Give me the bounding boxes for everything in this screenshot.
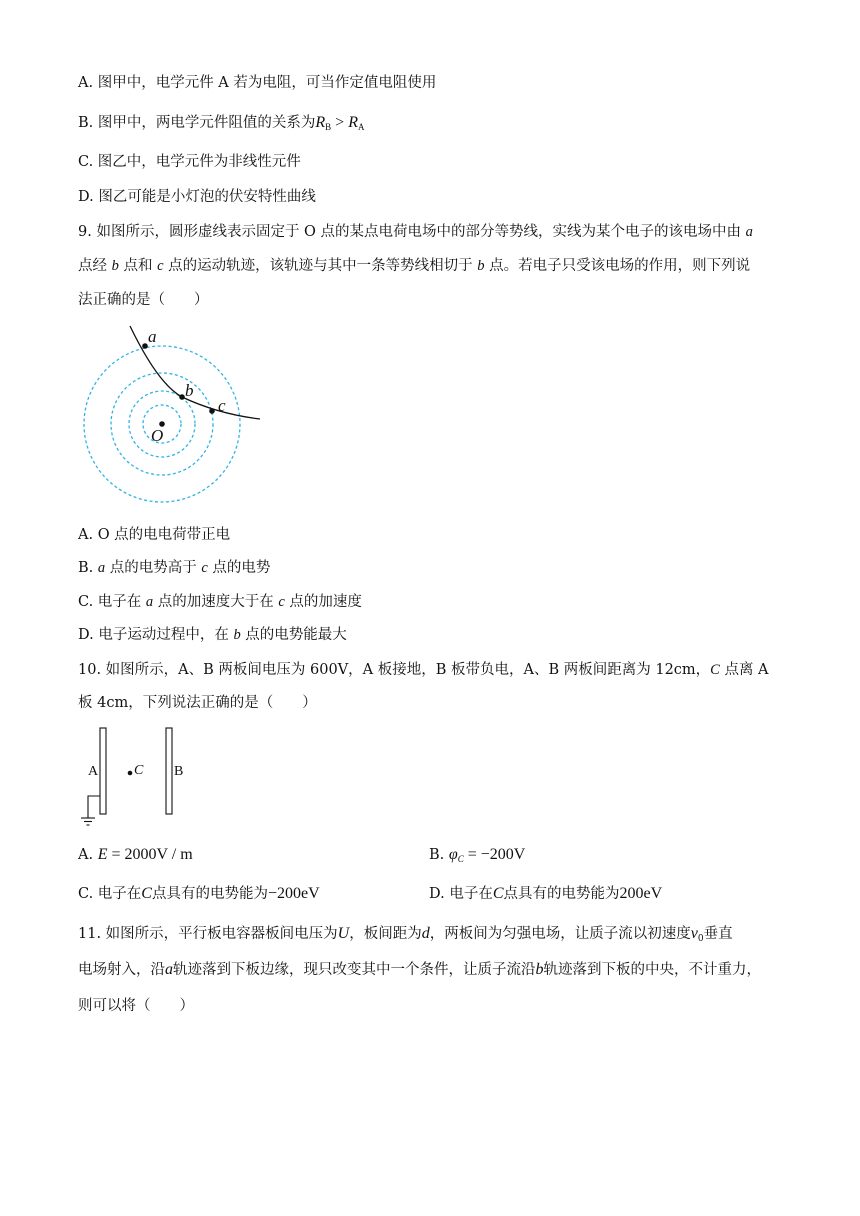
q10-option-c: C. 电子在C点具有的电势能为−200eV	[78, 885, 320, 902]
label-A: A	[88, 764, 99, 779]
q8-option-a: A. 图甲中，电学元件 A 若为电阻，可当作定值电阻使用	[78, 75, 437, 91]
q10-option-a: A. E = 2000V / m	[78, 846, 193, 863]
label-a: a	[148, 327, 157, 346]
q9-stem-line2: 点经 b 点和 c 点的运动轨迹，该轨迹与其中一条等势线相切于 b 点。若电子只受该电场的作用，则下列说	[78, 258, 751, 274]
q9-option-a: A. O 点的电电荷带正电	[78, 527, 231, 543]
q9-option-d: D. 电子运动过程中，在 b 点的电势能最大	[78, 627, 347, 643]
q9-stem-line1: 9. 如图所示，圆形虚线表示固定于 O 点的某点电荷电场中的部分等势线，实线为某个电子的该电场中由 a	[78, 224, 753, 240]
q9-option-b: B. a 点的电势高于 c 点的电势	[78, 560, 271, 576]
point-c	[209, 408, 215, 414]
label-c: c	[218, 396, 226, 415]
q10-stem-line2: 板 4cm，下列说法正确的是（ ）	[78, 695, 317, 711]
q10-option-d: D. 电子在C点具有的电势能为200eV	[429, 885, 663, 902]
label-B: B	[174, 764, 184, 779]
q9-option-c: C. 电子在 a 点的加速度大于在 c 点的加速度	[78, 594, 362, 610]
point-a	[142, 343, 148, 349]
q11-stem-line2: 电场射入，沿a轨迹落到下板边缘，现只改变其中一个条件，让质子流沿b轨迹落到下板的中央，不计重力，	[78, 961, 761, 978]
q8-option-b: B. 图甲中，两电学元件阻值的关系为$R_B > R_A$	[78, 114, 365, 132]
q11-stem-line3: 则可以将（ ）	[78, 998, 194, 1014]
q8-option-c: C. 图乙中，电学元件为非线性元件	[78, 154, 301, 170]
plate-B	[166, 728, 172, 814]
q8-option-d: D. 图乙可能是小灯泡的伏安特性曲线	[78, 189, 316, 205]
ground-symbol	[81, 796, 100, 825]
label-O: O	[151, 426, 164, 445]
q11-stem-line1: 11. 如图所示，平行板电容器板间电压为U，板间距为d，两板间为匀强电场，让质子流以初速度$v_0$垂直	[78, 925, 733, 944]
plate-A	[100, 728, 106, 814]
point-C	[128, 771, 133, 776]
label-b: b	[185, 381, 194, 400]
label-C: C	[134, 763, 144, 778]
resistance-relation: $R_B > R_A$	[315, 114, 365, 132]
q9-stem-line3: 法正确的是（ ）	[78, 292, 209, 308]
point-b	[179, 394, 185, 400]
q10-stem-line1: 10. 如图所示，A、B 两板间电压为 600V，A 板接地，B 板带负电，A、B 两板间距离为 12cm，C 点离 A	[78, 662, 769, 678]
q9-field-figure	[78, 322, 268, 507]
q10-option-b: B. $\varphi_C = -200V$	[429, 846, 526, 864]
q10-plates-figure	[78, 726, 198, 832]
